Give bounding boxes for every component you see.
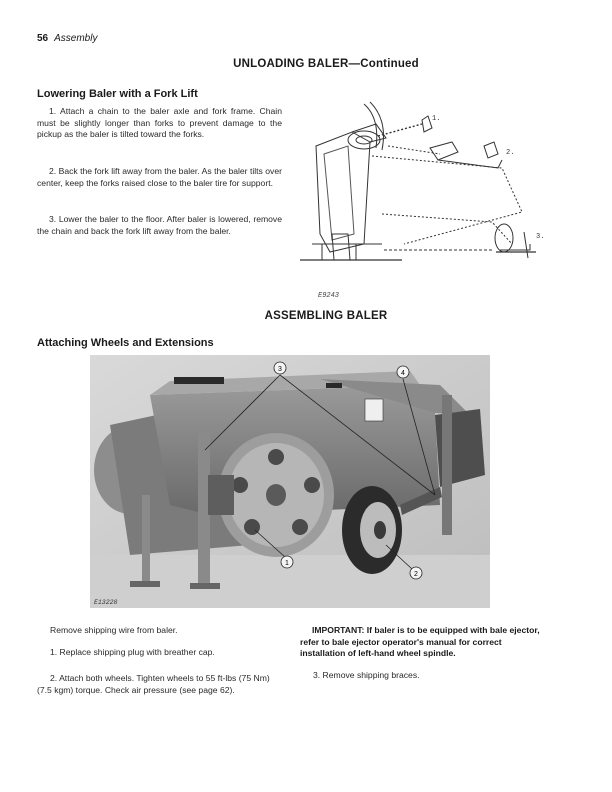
assembly-step-1: 1. Replace shipping plug with breather cap. (50, 647, 215, 657)
photo-callout-2: 2 (414, 571, 418, 578)
assembly-step-2: 2. Attach both wheels. Tighten wheels to 55 ft-lbs (75 Nm) (7.5 kgm) torque. Check air pressure (see page 62). (37, 673, 270, 695)
diagram-code: E9243 (318, 292, 340, 300)
baler-photo (90, 355, 490, 608)
assembling-title: ASSEMBLING BALER (264, 310, 388, 322)
photo-callout-3: 3 (278, 366, 282, 373)
photo-callout-4: 4 (401, 370, 405, 377)
assembly-step-3: 3. Remove shipping braces. (313, 670, 420, 680)
page-number: 56 (37, 33, 49, 44)
lowering-step-2: 2. Back the fork lift away from the baler. As the baler tilts over center, keep the forks raised close to the baler tire for support. (37, 166, 282, 188)
diagram-label-1: 1. (432, 115, 441, 123)
photo-code: E13228 (94, 599, 118, 606)
section-title: UNLOADING BALER—Continued (233, 58, 419, 70)
lowering-step-3: 3. Lower the baler to the floor. After baler is lowered, remove the chain and back the fork lift away from the baler. (37, 214, 282, 236)
attaching-heading: Attaching Wheels and Extensions (37, 337, 214, 349)
photo-callout-1: 1 (285, 560, 289, 567)
running-head (37, 33, 97, 44)
lowering-heading: Lowering Baler with a Fork Lift (37, 88, 198, 100)
remove-wire-text: Remove shipping wire from baler. (50, 625, 178, 635)
important-note: IMPORTANT: If baler is to be equipped with bale ejector, refer to bale ejector operator's manual for correct installation of left-hand wheel spindle. (300, 625, 540, 659)
section-name: Assembly (54, 33, 98, 44)
diagram-label-2: 2. (506, 149, 515, 157)
fork-lift-diagram (292, 94, 550, 270)
diagram-label-3: 3. (536, 233, 545, 241)
lowering-step-1: 1. Attach a chain to the baler axle and fork frame. Chain must be slightly longer than forks to prevent damage to the pickup as the baler is tilted toward the forks. (37, 106, 282, 140)
